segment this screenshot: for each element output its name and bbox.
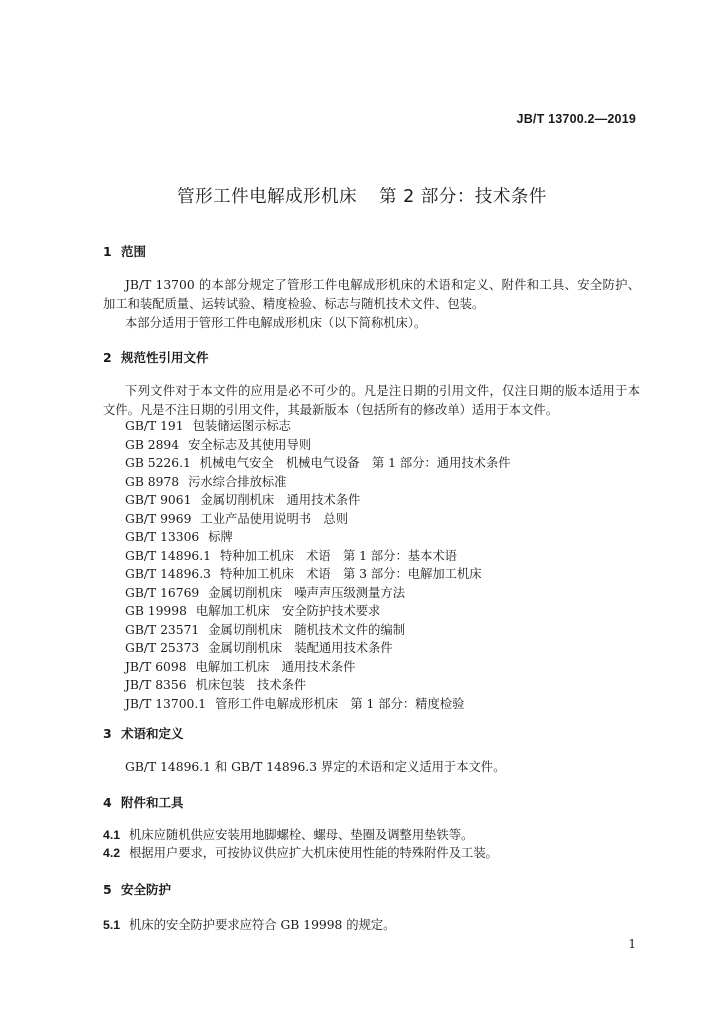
reference-item bbox=[125, 639, 511, 658]
reference-item bbox=[125, 676, 511, 695]
section-5-heading bbox=[103, 880, 171, 898]
reference-code: GB/T 25373 bbox=[125, 641, 200, 655]
reference-title: 电解加工机床 通用技术条件 bbox=[195, 659, 356, 674]
reference-title: 特种加工机床 术语 第 1 部分：基本术语 bbox=[219, 548, 457, 563]
reference-item bbox=[125, 602, 511, 621]
reference-title: 标牌 bbox=[208, 530, 233, 544]
section-1-heading bbox=[103, 242, 146, 260]
section-number: 1 bbox=[103, 244, 112, 259]
section-title: 安全防护 bbox=[121, 882, 172, 897]
section-number: 4 bbox=[103, 795, 112, 810]
reference-code: GB 2894 bbox=[125, 437, 180, 452]
clause-text: 机床应随机供应安装用地脚螺栓、螺母、垫圈及调整用垫铁等。 bbox=[129, 828, 474, 842]
reference-list bbox=[125, 417, 511, 713]
reference-item bbox=[125, 621, 511, 640]
section-title: 范围 bbox=[121, 244, 147, 259]
reference-code: GB/T 13306 bbox=[125, 530, 200, 544]
reference-item bbox=[125, 417, 511, 436]
reference-code: GB 8978 bbox=[125, 474, 180, 489]
reference-title: 金属切削机床 通用技术条件 bbox=[200, 493, 361, 507]
page-number: 1 bbox=[628, 937, 636, 951]
reference-title: 金属切削机床 噪声声压级测量方法 bbox=[208, 585, 405, 600]
section-title: 附件和工具 bbox=[121, 795, 184, 810]
section-number: 2 bbox=[103, 350, 112, 365]
reference-item bbox=[125, 658, 511, 677]
reference-title: 污水综合排放标准 bbox=[188, 474, 287, 489]
reference-item bbox=[125, 436, 511, 455]
clause-5-1 bbox=[103, 916, 395, 934]
reference-code: GB/T 191 bbox=[125, 419, 184, 433]
document-title bbox=[0, 183, 724, 208]
reference-code: GB/T 16769 bbox=[125, 585, 200, 600]
reference-title: 机械电气安全 机械电气设备 第 1 部分：通用技术条件 bbox=[199, 456, 511, 470]
reference-item bbox=[125, 695, 511, 714]
title-part-2: 第 2 部分：技术条件 bbox=[379, 187, 547, 207]
clause-number: 5.1 bbox=[103, 918, 121, 932]
reference-code: GB 19998 bbox=[125, 604, 187, 618]
section-number: 5 bbox=[103, 882, 112, 897]
references-intro: 下列文件对于本文件的应用是必不可少的。凡是注日期的引用文件，仅注日期的版本适用于本文件。凡是不注日期的引用文件，其最新版本（包括所有的修改单）适用于本文件。 bbox=[103, 384, 640, 417]
reference-item bbox=[125, 528, 511, 547]
reference-title: 金属切削机床 装配通用技术条件 bbox=[208, 641, 393, 655]
section-4-heading bbox=[103, 793, 184, 811]
scope-applicability: 本部分适用于管形工件电解成形机床（以下简称机床）。 bbox=[125, 316, 427, 330]
clause-number: 4.1 bbox=[103, 828, 121, 842]
section-title: 术语和定义 bbox=[121, 726, 184, 741]
reference-code: GB/T 9061 bbox=[125, 493, 192, 507]
scope-paragraph: JB/T 13700 的本部分规定了管形工件电解成形机床的术语和定义、附件和工具、安全防护、加工和装配质量、运转试验、精度检验、标志与随机技术文件、包装。 bbox=[103, 278, 640, 311]
reference-code: GB/T 14896.3 bbox=[125, 567, 211, 581]
reference-title: 电解加工机床 安全防护技术要求 bbox=[195, 604, 381, 618]
section-2-heading bbox=[103, 348, 209, 366]
clause-text: 根据用户要求，可按协议供应扩大机床使用性能的特殊附件及工装。 bbox=[129, 846, 498, 860]
section-title: 规范性引用文件 bbox=[121, 350, 209, 365]
title-part-1: 管形工件电解成形机床 bbox=[177, 187, 358, 207]
terms-paragraph: GB/T 14896.1 和 GB/T 14896.3 界定的术语和定义适用于本文件。 bbox=[125, 760, 506, 774]
section-3-heading bbox=[103, 724, 184, 742]
reference-item bbox=[125, 547, 511, 566]
reference-title: 特种加工机床 术语 第 3 部分：电解加工机床 bbox=[219, 567, 482, 581]
clause-4-1 bbox=[103, 826, 473, 844]
reference-item bbox=[125, 454, 511, 473]
standard-code: JB/T 13700.2—2019 bbox=[516, 112, 636, 126]
reference-code: GB/T 23571 bbox=[125, 622, 200, 637]
reference-item bbox=[125, 584, 511, 603]
reference-code: GB 5226.1 bbox=[125, 456, 191, 470]
section-number: 3 bbox=[103, 726, 112, 741]
reference-title: 管形工件电解成形机床 第 1 部分：精度检验 bbox=[215, 696, 465, 711]
reference-code: GB/T 14896.1 bbox=[125, 548, 211, 563]
clause-number: 4.2 bbox=[103, 846, 121, 860]
clause-4-2 bbox=[103, 844, 498, 862]
reference-title: 安全标志及其使用导则 bbox=[188, 437, 312, 452]
reference-code: JB/T 6098 bbox=[125, 659, 187, 674]
clause-text: 机床的安全防护要求应符合 GB 19998 的规定。 bbox=[129, 918, 396, 932]
reference-code: JB/T 13700.1 bbox=[125, 696, 207, 711]
reference-code: GB/T 9969 bbox=[125, 511, 192, 526]
reference-title: 金属切削机床 随机技术文件的编制 bbox=[208, 622, 405, 637]
reference-item bbox=[125, 491, 511, 510]
reference-code: JB/T 8356 bbox=[125, 678, 187, 692]
reference-title: 包装储运图示标志 bbox=[192, 419, 291, 433]
reference-title: 工业产品使用说明书 总则 bbox=[200, 511, 348, 526]
reference-item bbox=[125, 565, 511, 584]
reference-item bbox=[125, 510, 511, 529]
reference-item bbox=[125, 473, 511, 492]
reference-title: 机床包装 技术条件 bbox=[195, 678, 307, 692]
